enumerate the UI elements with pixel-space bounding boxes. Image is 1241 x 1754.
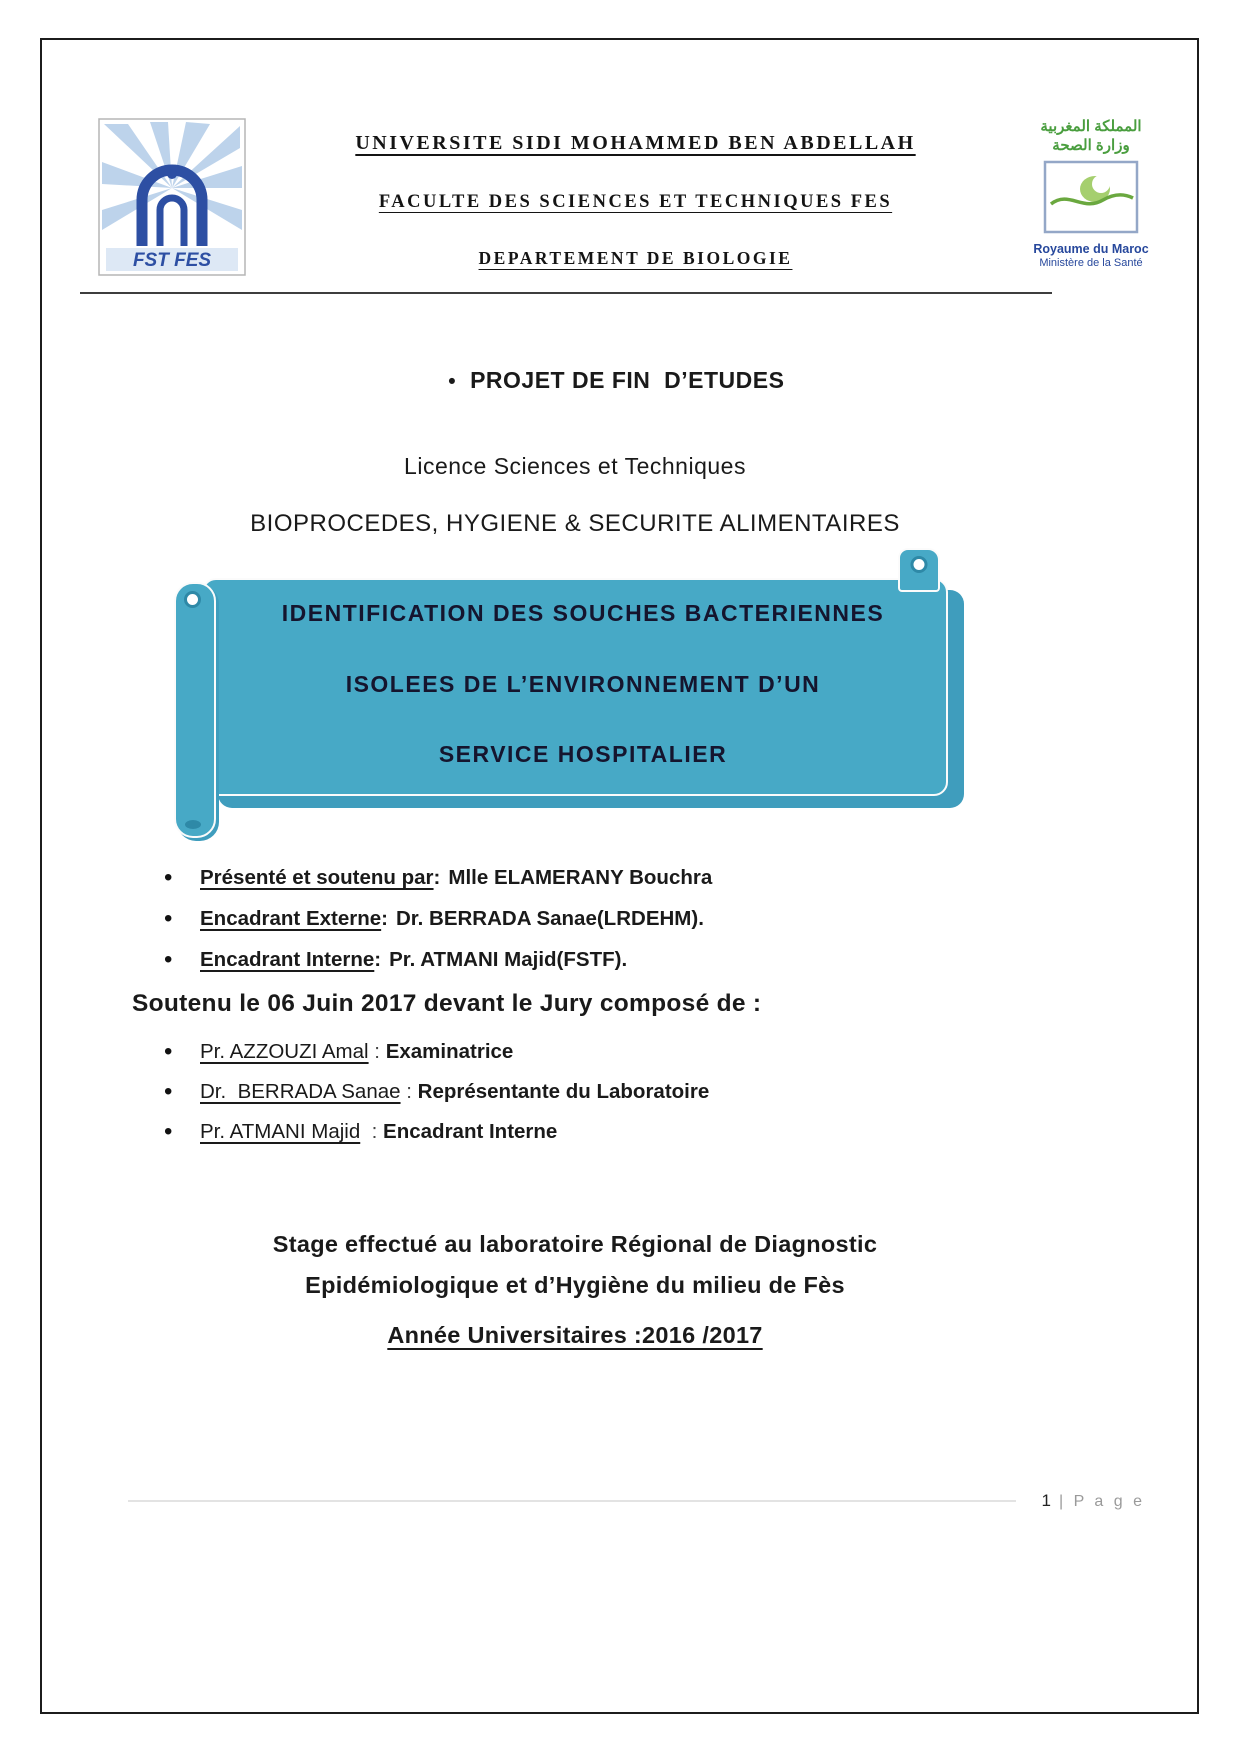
department-name: DEPARTEMENT DE BIOLOGIE <box>478 248 793 268</box>
fst-logo <box>98 118 246 281</box>
jury-list <box>164 1040 1157 1144</box>
jury-separator: : <box>400 1080 418 1103</box>
page-number-label: | P a g e <box>1058 1493 1145 1511</box>
page-content <box>42 40 1197 1712</box>
presenter-label: Encadrant Interne <box>200 948 375 971</box>
internship-statement <box>80 1224 1070 1306</box>
page-border-frame <box>40 38 1199 1714</box>
institution-header <box>264 118 1007 269</box>
presenter-value: Pr. ATMANI Majid(FSTF). <box>389 948 628 971</box>
list-item <box>164 1080 1157 1104</box>
jury-role: Représentante du Laboratoire <box>417 1080 710 1103</box>
jury-role: Encadrant Interne <box>383 1120 558 1143</box>
header-divider <box>80 292 1052 294</box>
ministry-arabic-line1: المملكة المغربية <box>1040 118 1142 135</box>
presenters-list <box>164 866 1157 972</box>
thesis-title-line2: ISOLEES DE L’ENVIRONNEMENT D’UN <box>345 670 821 697</box>
header <box>80 118 1157 286</box>
scroll-ribbon-icon <box>174 582 216 838</box>
ministry-logo <box>1025 118 1157 271</box>
presenter-separator: : <box>374 948 382 971</box>
academic-year: Année Universitaires :2016 /2017 <box>387 1322 763 1349</box>
presenter-value: Dr. BERRADA Sanae(LRDEHM). <box>395 907 704 930</box>
thesis-title <box>238 580 928 794</box>
internship-line2: Epidémiologique et d’Hygiène du milieu de Fès <box>305 1272 845 1299</box>
jury-separator: : <box>368 1040 386 1063</box>
presenter-separator: : <box>433 866 441 889</box>
jury-name: Dr. BERRADA Sanae <box>200 1080 401 1103</box>
ministry-caption-line2: Ministère de la Santé <box>1039 257 1143 270</box>
footer-divider <box>128 1500 1016 1502</box>
presenter-label: Encadrant Externe <box>200 907 382 930</box>
presenter-separator: : <box>381 907 388 930</box>
thesis-title-line1: IDENTIFICATION DES SOUCHES BACTERIENNES <box>281 600 885 626</box>
fst-logo-text: FST FES <box>132 250 212 271</box>
ministry-arabic-line2: وزارة الصحة <box>1052 136 1130 154</box>
presenter-label: Présenté et soutenu par <box>200 866 434 889</box>
faculty-name: FACULTE DES SCIENCES ET TECHNIQUES FES <box>378 192 893 212</box>
jury-name: Pr. ATMANI Majid <box>200 1120 361 1143</box>
intro-section <box>80 340 1070 538</box>
fst-logo-image <box>98 118 246 276</box>
list-item <box>164 948 1157 972</box>
page-number <box>1042 1491 1157 1511</box>
list-item <box>164 1120 1157 1144</box>
title-banner <box>202 578 948 796</box>
jury-heading: Soutenu le 06 Juin 2017 devant le Jury composé de : <box>132 990 762 1017</box>
internship-line1: Stage effectué au laboratoire Régional de Diagnostic <box>272 1231 878 1257</box>
project-title-text: PROJET DE FIN D’ETUDES <box>470 367 785 393</box>
university-name: UNIVERSITE SIDI MOHAMMED BEN ABDELLAH <box>355 132 916 154</box>
thesis-title-line3: SERVICE HOSPITALIER <box>438 741 728 767</box>
list-item <box>164 907 1157 931</box>
program-line: BIOPROCEDES, HYGIENE & SECURITE ALIMENTAIRES <box>250 510 900 537</box>
jury-role: Examinatrice <box>385 1040 514 1063</box>
ministry-caption-line1: Royaume du Maroc <box>1033 241 1149 256</box>
project-title <box>80 340 1070 421</box>
page-number-value: 1 <box>1041 1491 1051 1511</box>
presenter-value: Mlle ELAMERANY Bouchra <box>448 866 713 889</box>
page-footer <box>128 1491 1157 1511</box>
degree-line: Licence Sciences et Techniques <box>404 453 746 479</box>
list-item <box>164 1040 1157 1064</box>
jury-name: Pr. AZZOUZI Amal <box>200 1040 369 1063</box>
list-item <box>164 866 1157 890</box>
ministry-emblem-icon <box>1043 160 1139 234</box>
bullet-glyph: • <box>448 370 457 393</box>
jury-separator: : <box>360 1120 384 1143</box>
